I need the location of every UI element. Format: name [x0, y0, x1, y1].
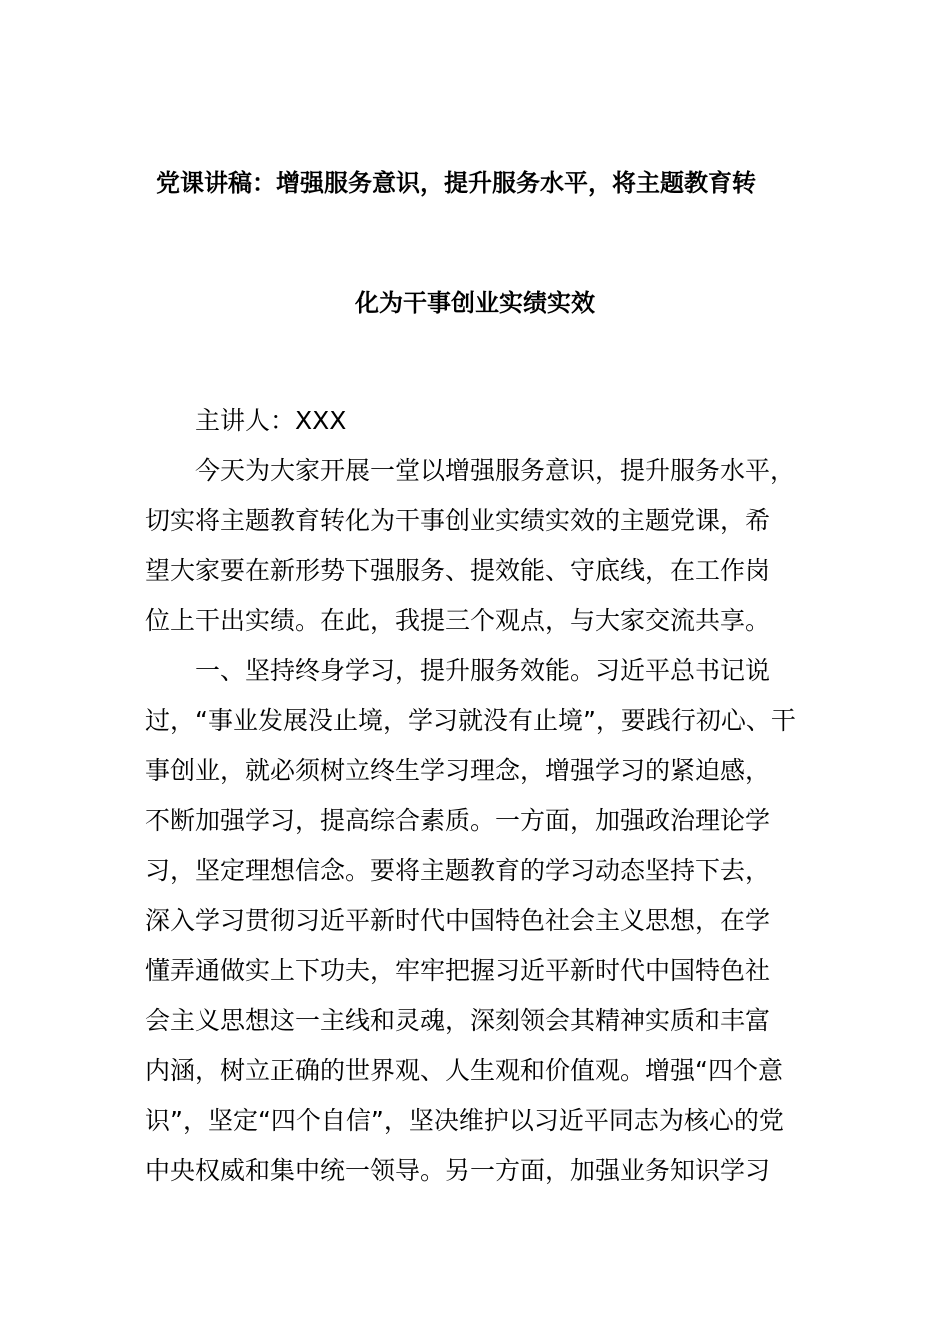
document-title-line-2: 化为干事创业实绩实效 — [355, 289, 595, 317]
paragraph-line: 深入学习贯彻习近平新时代中国特色社会主义思想，在学 — [145, 906, 771, 935]
paragraph-line: 习，坚定理想信念。要将主题教育的学习动态坚持下去， — [145, 856, 771, 885]
paragraph-line: 会主义思想这一主线和灵魂，深刻领会其精神实质和丰富 — [145, 1006, 771, 1035]
paragraph-line: 一、坚持终身学习，提升服务效能。习近平总书记说 — [195, 656, 771, 685]
paragraph-line: 位上干出实绩。在此，我提三个观点，与大家交流共享。 — [145, 606, 771, 635]
paragraph-line: 切实将主题教育转化为干事创业实绩实效的主题党课，希 — [145, 506, 771, 535]
paragraph-line: 内涵，树立正确的世界观、人生观和价值观。增强“四个意 — [145, 1056, 783, 1085]
paragraph-line: 望大家要在新形势下强服务、提效能、守底线，在工作岗 — [145, 556, 771, 585]
paragraph-line: 今天为大家开展一堂以增强服务意识，提升服务水平， — [195, 456, 796, 485]
paragraph-line: 不断加强学习，提高综合素质。一方面，加强政治理论学 — [145, 806, 771, 835]
paragraph-line: 懂弄通做实上下功夫，牢牢把握习近平新时代中国特色社 — [145, 956, 771, 985]
paragraph-line: 过，“事业发展没止境，学习就没有止境”，要践行初心、干 — [145, 706, 796, 735]
paragraph-line: 识”，坚定“四个自信”，坚决维护以习近平同志为核心的党 — [145, 1106, 784, 1135]
document-title-line-1: 党课讲稿：增强服务意识，提升服务水平，将主题教育转 — [156, 169, 756, 197]
paragraph-line: 中央权威和集中统一领导。另一方面，加强业务知识学习 — [145, 1156, 771, 1185]
paragraph-line: 事创业，就必须树立终生学习理念，增强学习的紧迫感， — [145, 756, 771, 785]
speaker-line: 主讲人：XXX — [195, 406, 347, 435]
